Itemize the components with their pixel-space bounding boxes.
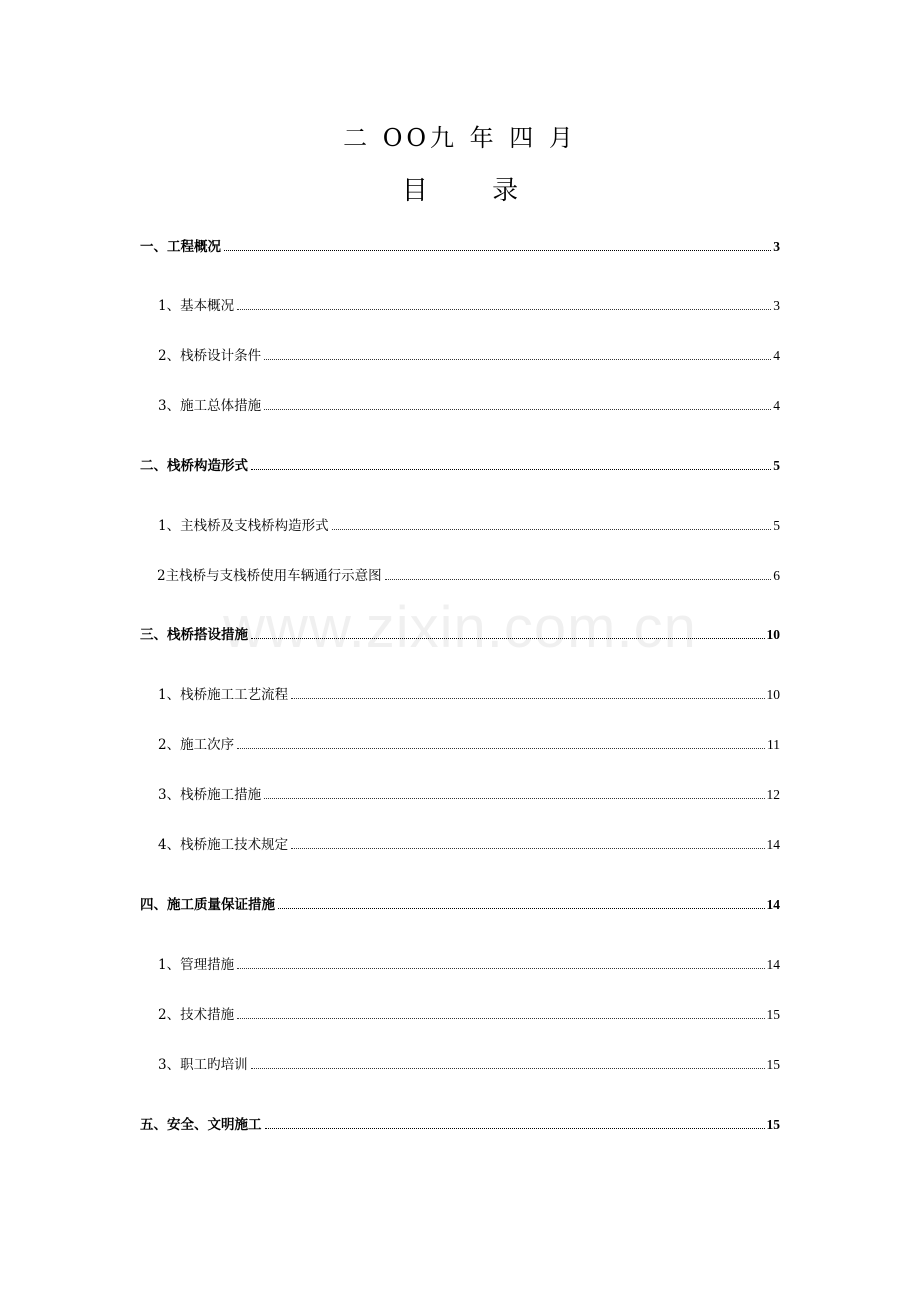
toc-entry-section-1[interactable] xyxy=(140,238,780,256)
toc-entry-label: 1、管理措施 xyxy=(158,957,235,973)
toc-entry-3-4[interactable] xyxy=(158,836,780,854)
toc-entry-label: 3、职工旳培训 xyxy=(158,1057,248,1073)
toc-entry-label: 1、基本概况 xyxy=(158,298,235,314)
toc-entry-page: 4 xyxy=(773,348,780,363)
toc-entry-label: 1、主栈桥及支栈桥构造形式 xyxy=(158,518,329,534)
toc-entry-page: 15 xyxy=(766,1057,780,1072)
dot-leader xyxy=(265,1127,765,1129)
toc-entry-label: 3、施工总体措施 xyxy=(158,398,262,414)
dot-leader xyxy=(237,1017,764,1019)
toc-entry-label: 五、安全、文明施工 xyxy=(140,1117,262,1133)
toc-entry-label: 2、栈桥设计条件 xyxy=(158,348,262,364)
toc-entry-label: 2、技术措施 xyxy=(158,1007,235,1023)
toc-entry-2-1[interactable] xyxy=(158,517,780,535)
dot-leader xyxy=(251,637,765,639)
toc-entry-4-2[interactable] xyxy=(158,1006,780,1024)
toc-entry-label: 2主栈桥与支栈桥使用车辆通行示意图 xyxy=(157,568,382,584)
toc-entry-page: 3 xyxy=(773,239,780,254)
toc-entry-3-3[interactable] xyxy=(158,786,780,804)
dot-leader xyxy=(264,797,764,799)
toc-entry-3-2[interactable] xyxy=(158,736,780,754)
toc-entry-label: 3、栈桥施工措施 xyxy=(158,787,262,803)
toc-entry-label: 二、栈桥构造形式 xyxy=(140,458,248,474)
toc-entry-label: 1、栈桥施工工艺流程 xyxy=(158,687,289,703)
dot-leader xyxy=(385,578,772,580)
toc-entry-page: 5 xyxy=(773,518,780,533)
toc-entry-page: 15 xyxy=(766,1007,780,1022)
toc-entry-page: 6 xyxy=(773,568,780,583)
toc-entry-page: 14 xyxy=(766,837,780,852)
toc-entry-page: 10 xyxy=(766,627,780,642)
toc-entry-4-3[interactable] xyxy=(158,1056,780,1074)
dot-leader xyxy=(251,1067,765,1069)
dot-leader xyxy=(224,249,771,251)
dot-leader xyxy=(291,697,764,699)
dot-leader xyxy=(264,358,771,360)
toc-entry-label: 一、工程概况 xyxy=(140,239,221,255)
toc-entry-label: 四、施工质量保证措施 xyxy=(140,897,275,913)
toc-entry-label: 4、栈桥施工技术规定 xyxy=(158,837,289,853)
date-heading: 二 OO九 年 四 月 xyxy=(343,124,577,152)
toc-entry-1-1[interactable] xyxy=(158,297,780,315)
dot-leader xyxy=(278,907,765,909)
toc-entry-4-1[interactable] xyxy=(158,956,780,974)
toc-entry-page: 10 xyxy=(766,687,780,702)
toc-entry-page: 4 xyxy=(773,398,780,413)
toc-entry-page: 15 xyxy=(766,1117,780,1132)
toc-entry-section-2[interactable] xyxy=(140,457,780,475)
watermark: www.zixin.com.cn xyxy=(223,595,697,660)
toc-entry-page: 14 xyxy=(766,957,780,972)
toc-entry-label: 三、栈桥搭设措施 xyxy=(140,627,248,643)
toc-entry-3-1[interactable] xyxy=(158,686,780,704)
toc-entry-page: 14 xyxy=(766,897,780,912)
toc-title: 目 录 xyxy=(401,176,547,206)
toc-entry-section-3[interactable] xyxy=(140,626,780,644)
toc-entry-page: 12 xyxy=(766,787,780,802)
toc-entry-page: 5 xyxy=(773,458,780,473)
dot-leader xyxy=(237,747,765,749)
dot-leader xyxy=(251,468,771,470)
toc-entry-1-3[interactable] xyxy=(158,397,780,415)
toc-entry-1-2[interactable] xyxy=(158,347,780,365)
dot-leader xyxy=(291,847,764,849)
dot-leader xyxy=(237,308,771,310)
toc-entry-page: 3 xyxy=(773,298,780,313)
toc-entry-page: 11 xyxy=(767,737,780,752)
toc-entry-section-5[interactable] xyxy=(140,1116,780,1134)
dot-leader xyxy=(332,528,772,530)
dot-leader xyxy=(237,967,764,969)
dot-leader xyxy=(264,408,771,410)
toc-entry-label: 2、施工次序 xyxy=(158,737,235,753)
toc-entry-2-2[interactable] xyxy=(157,567,780,585)
toc-entry-section-4[interactable] xyxy=(140,896,780,914)
